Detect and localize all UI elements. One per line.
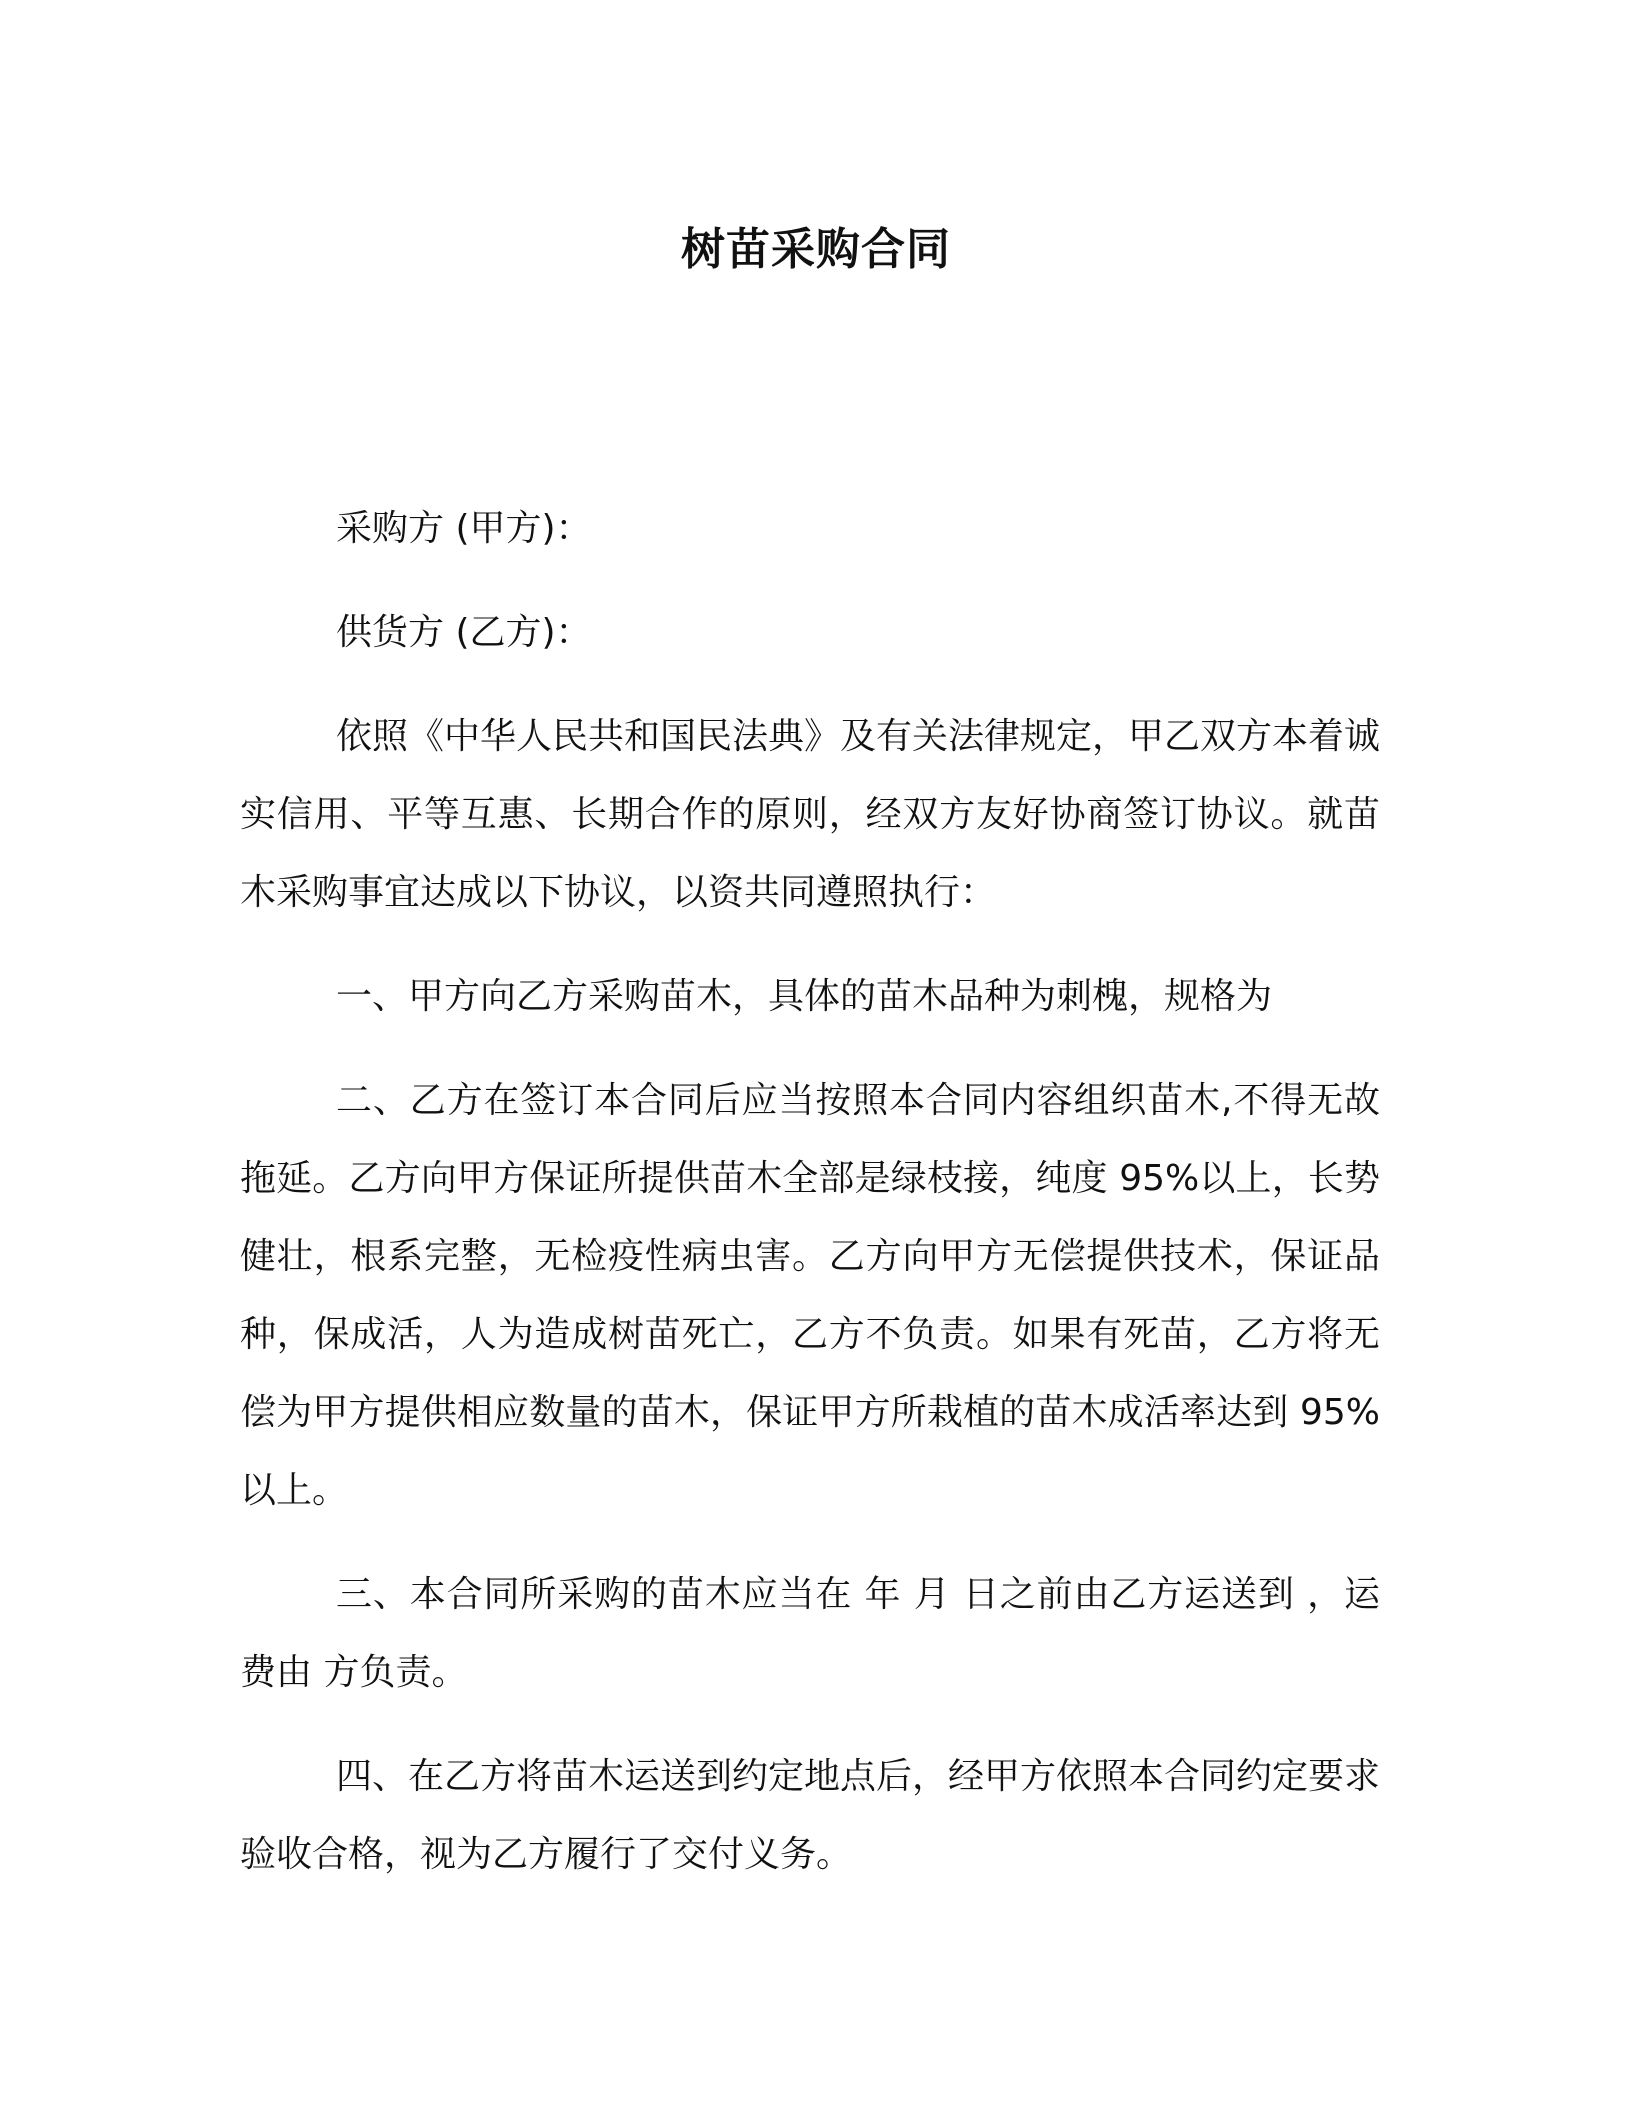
- preamble-paragraph: 依照《中华人民共和国民法典》及有关法律规定，甲乙双方本着诚实信用、平等互惠、长期合作的原则，经双方友好协商签订协议。就苗木采购事宜达成以下协议，以资共同遵照执行：: [240, 716, 1381, 913]
- clause-4: 四、在乙方将苗木运送到约定地点后，经甲方依照本合同约定要求验收合格，视为乙方履行了交付义务。: [240, 1756, 1381, 1875]
- document-body: [240, 490, 1380, 1920]
- clause-2: 二、乙方在签订本合同后应当按照本合同内容组织苗木,不得无故拖延。乙方向甲方保证所提供苗木全部是绿枝接，纯度 95%以上，长势健壮，根系完整，无检疫性病虫害。乙方向甲方无偿提供技术，保证品种，保成活，人为造成树苗死亡，乙方不负责。如果有死苗，乙方将无偿为甲方提供相应数量的苗木，保证甲方所栽植的苗木成活率达到 95%以上。: [240, 1080, 1380, 1511]
- document-title: 树苗采购合同: [681, 224, 951, 275]
- clause-3: 三、本合同所采购的苗木应当在 年 月 日之前由乙方运送到 ，运费由 方负责。: [240, 1574, 1380, 1693]
- supplier-party-line: 供货方 (乙方)：: [336, 612, 592, 653]
- buyer-party-line: 采购方 (甲方)：: [336, 508, 592, 549]
- clause-1: 一、甲方向乙方采购苗木，具体的苗木品种为刺槐，规格为: [336, 976, 1273, 1017]
